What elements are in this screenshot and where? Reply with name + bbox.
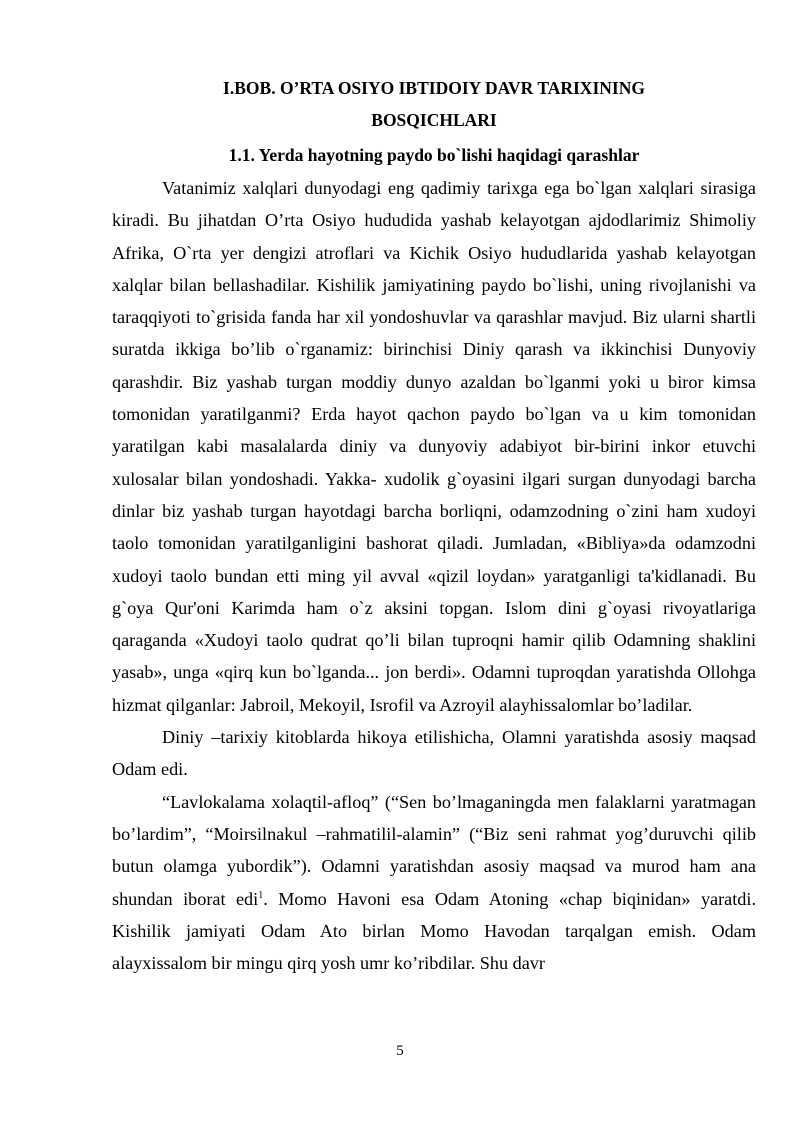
section-title: 1.1. Yerda hayotning paydo bo`lishi haqidagi qarashlar [228,145,640,165]
body-text [112,172,756,979]
chapter-title-line1: I.BOB. O’RTA OSIYO IBTIDOIY DAVR TARIXINING [223,78,645,98]
paragraph-1: Vatanimiz xalqlari dunyodagi eng qadimiy tarixga ega bo`lgan xalqlari sirasiga kiradi. Bu jihatdan O’rta Osiyo hududida yashab kelayotgan ajdodlarimiz Shimoliy Afrika, O`rta yer dengizi atroflari va Kichik Osiyo hududlarida yashab kelayotgan xalqlar bilan bellashadilar. Kishilik jamiyatining paydo bo`lishi, uning rivojlanishi va taraqqiyoti to`grisida fanda har xil yondoshuvlar va qarashlar mavjud. Biz ularni shartli suratda ikkiga bo’lib o`rganamiz: birinchisi Diniy qarash va ikkinchisi Dunyoviy qarashdir. Biz yashab turgan moddiy dunyo azaldan bo`lganmi yoki u biror kimsa tomonidan yaratilganmi? Erda hayot qachon paydo bo`lgan va u kim tomonidan yaratilgan kabi masalalarda diniy va dunyoviy adabiyot bir-birini inkor etuvchi xulosalar bilan yondoshadi. Yakka- xudolik g`oyasini ilgari surgan dunyodagi barcha dinlar biz yashab turgan hayotdagi barcha borliqni, odamzodning o`zini ham xudoyi taolo tomonidan yaratilganligini bashorat qiladi. Jumladan, «Bibliya»da odamzodni xudoyi taolo bundan etti ming yil avval «qizil loydan» yaratganligi ta'kidlanadi. Bu g`oya Qur'oni Karimda ham o`z aksini topgan. Islom dini g`oyasi rivoyatlariga qaraganda «Xudoyi taolo qudrat qo’li bilan tuproqni hamir qilib Odamning shaklini yasab», unga «qirq kun bo`lganda... jon berdi». Odamni tuproqdan yaratishda Ollohga hizmat qilganlar: Jabroil, Mekoyil, Isrofil va Azroyil alayhissalomlar bo’ladilar. [112,178,756,715]
paragraph-2: Diniy –tarixiy kitoblarda hikoya etilishicha, Olamni yaratishda asosiy maqsad Odam edi. [112,727,756,780]
paragraph-3-text-a: “Lavlokalama xolaqtil-afloq” (“Sen bo’lmaganingda men falaklarni yaratmagan bo’lardim”, “Moirsilnakul –rahmatilil-alamin” (“Biz seni rahmat yog’duruvchi qilib butun olamga yubordik”). Odamni yaratishdan asosiy maqsad va murod ham ana shundan iborat edi [112,791,756,909]
page-number: 5 [396,1043,404,1059]
paragraph-3 [112,786,756,980]
chapter-title-line2: BOSQICHLARI [371,110,497,130]
footnote-marker[interactable]: 1 [258,889,264,901]
paragraph-3-text-b: . Momo Havoni esa Odam Atoning «chap biqinidan» yaratdi. Kishilik jamiyati Odam Ato birlan Momo Havodan tarqalgan emish. Odam alayxissalom bir mingu qirq yosh umr ko’ribdilar. Shu davr [112,888,757,974]
